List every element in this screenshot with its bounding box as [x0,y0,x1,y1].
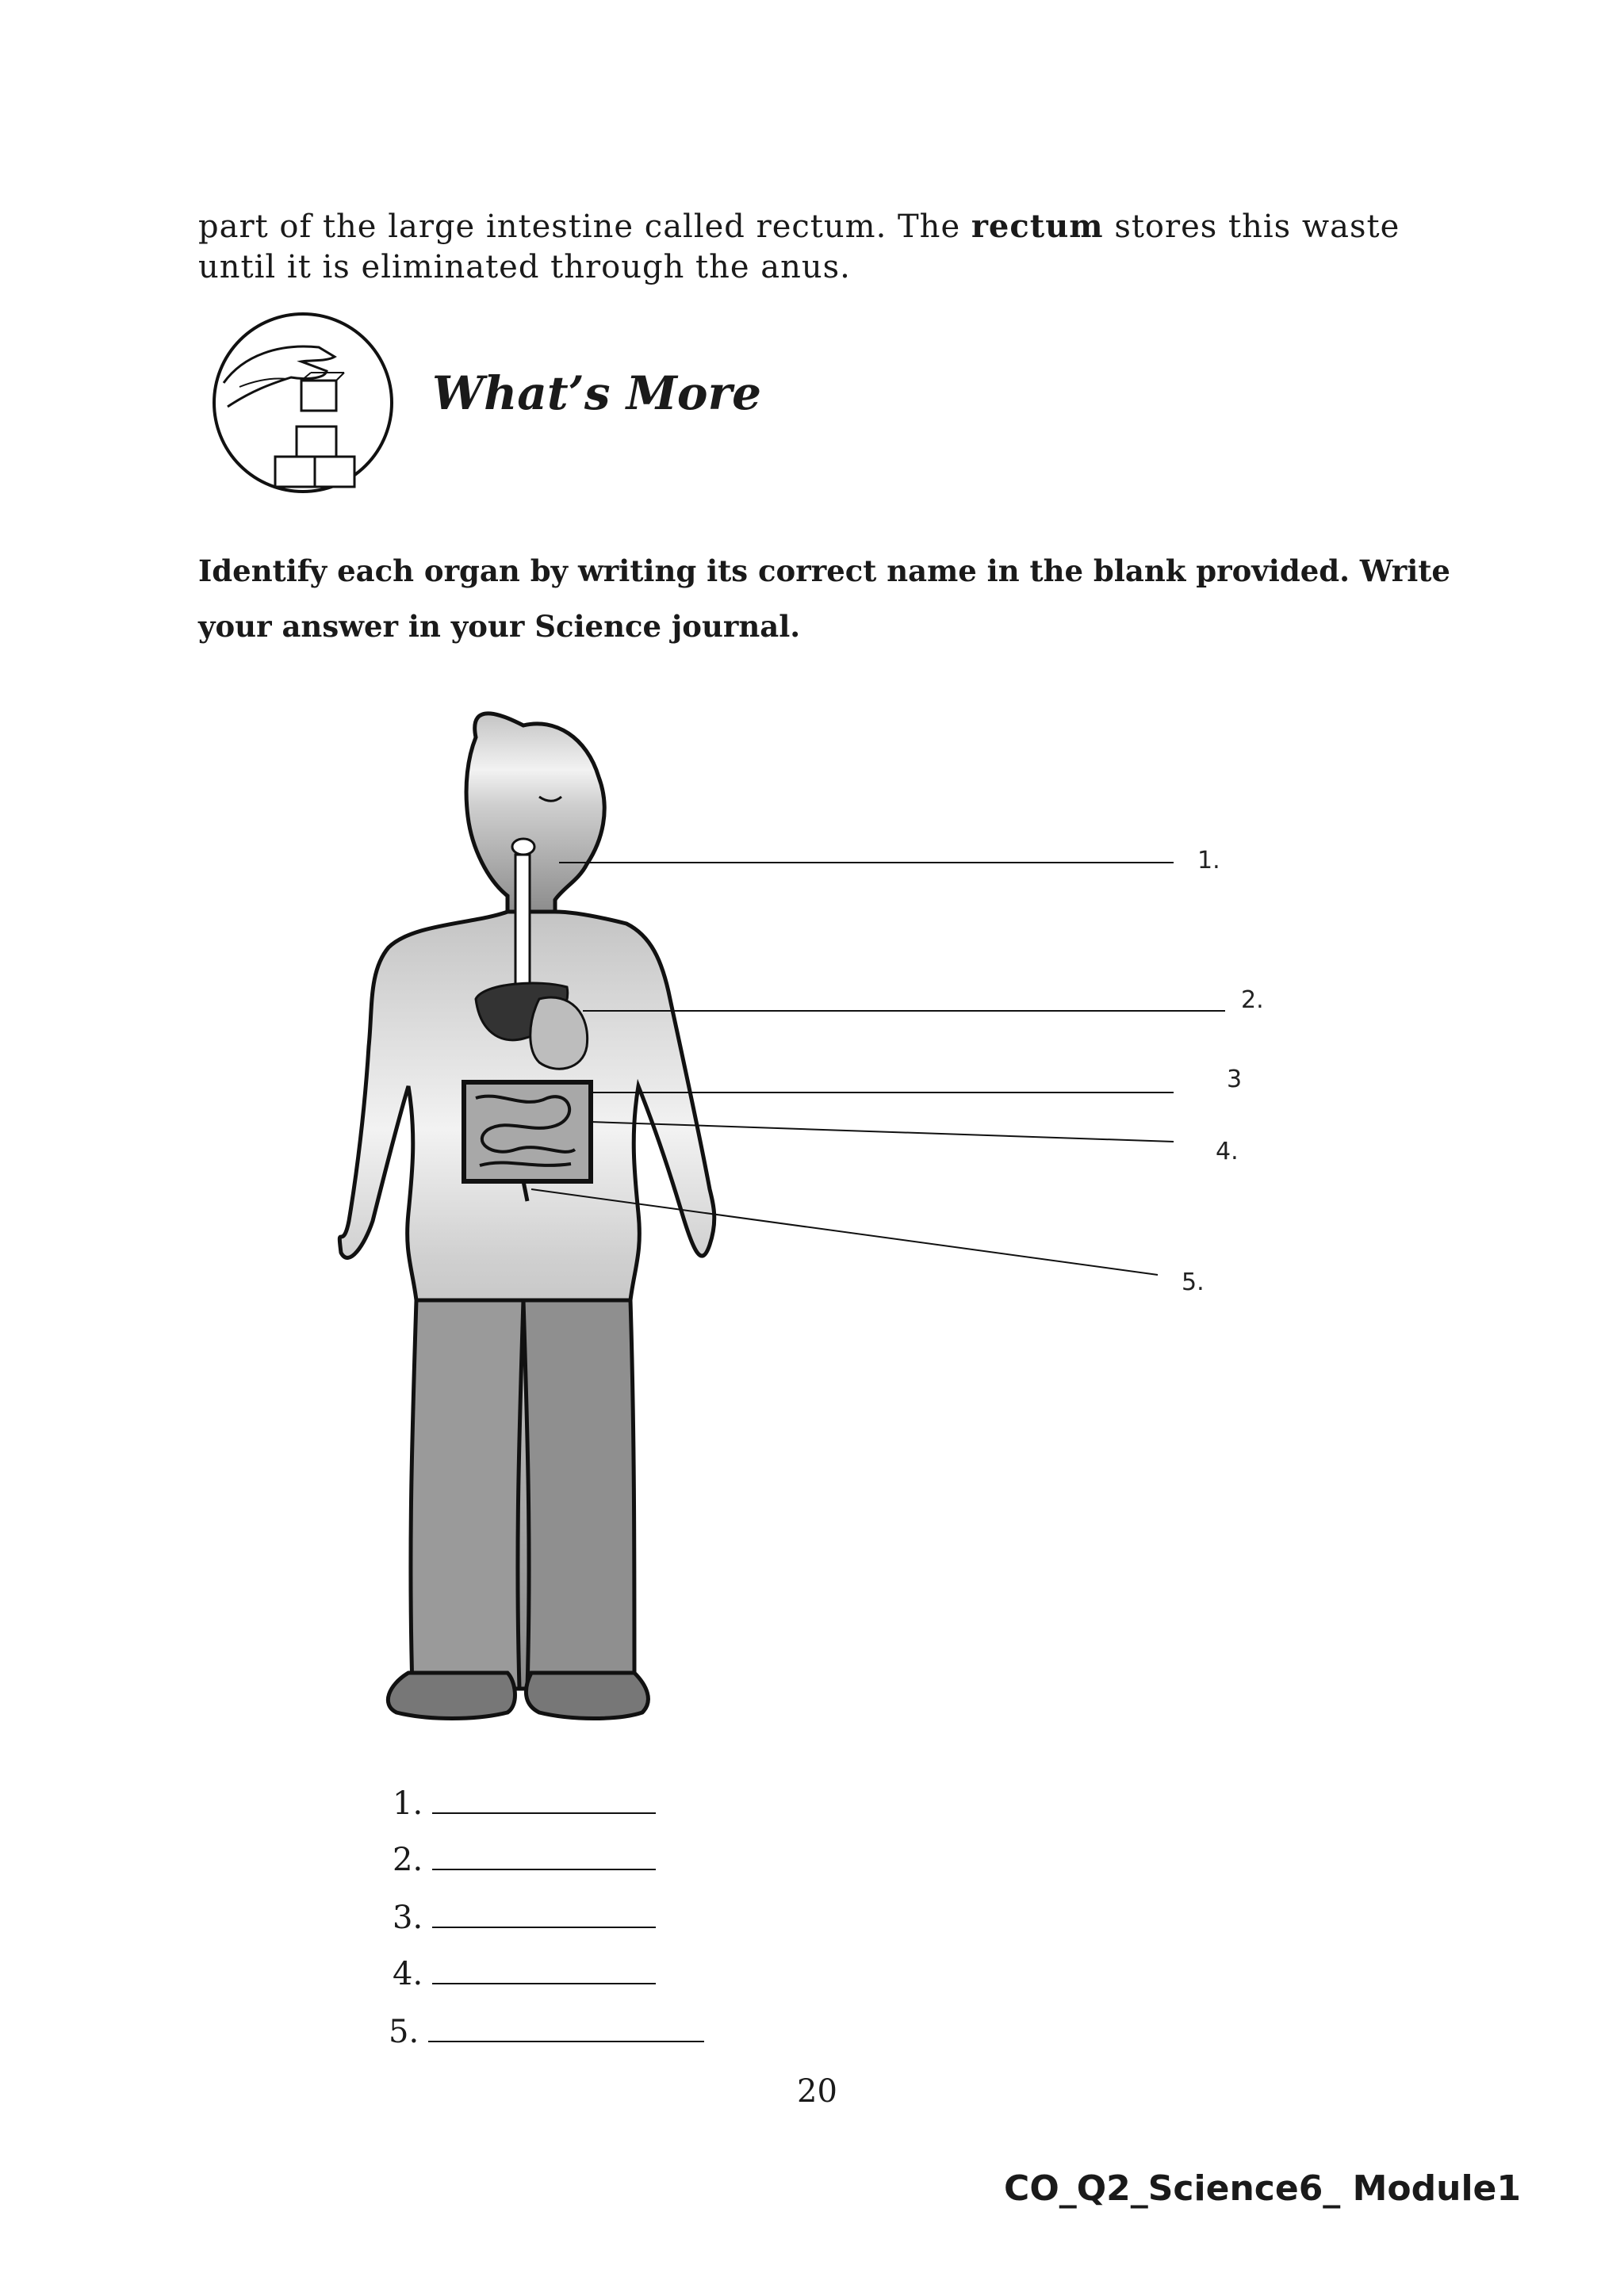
footer-module-code: CO_Q2_Science6_ Module1 [1004,2168,1521,2209]
intro-bold-rectum: rectum [971,208,1104,245]
answer-blank-1[interactable] [432,1812,656,1814]
intro-line-2: until it is eliminated through the anus. [198,249,851,285]
intro-text-b: stores this waste [1103,209,1400,245]
answer-row-3 [393,1900,656,1936]
answer-number: 2. [393,1842,423,1878]
answer-number: 3. [393,1900,423,1936]
diagram-label-1: 1. [1197,847,1220,874]
instructions-line-2: your answer in your Science journal. [198,609,801,644]
diagram-label-3: 3 [1227,1066,1243,1093]
answer-number: 4. [393,1956,423,1992]
answer-blank-4[interactable] [432,1983,656,1984]
intro-text-a: part of the large intestine called rectum. The [198,209,971,245]
answer-blank-3[interactable] [432,1927,656,1928]
instructions-line-1: Identify each organ by writing its correct name in the blank provided. Write [198,553,1450,588]
section-title: What’s More [432,366,762,420]
answer-number: 5. [389,2014,419,2050]
page-number: 20 [797,2073,837,2110]
answer-number: 1. [393,1785,423,1822]
answer-row-2 [393,1842,656,1878]
diagram-label-4: 4. [1216,1138,1239,1165]
esophagus [515,855,530,997]
answer-row-1 [393,1785,656,1822]
diagram-label-5: 5. [1182,1269,1205,1296]
answer-blank-5[interactable] [428,2041,704,2042]
diagram-label-2: 2. [1241,986,1264,1014]
answer-row-4 [393,1956,656,1992]
answer-row-5 [389,2014,704,2050]
answer-blank-2[interactable] [432,1869,656,1870]
